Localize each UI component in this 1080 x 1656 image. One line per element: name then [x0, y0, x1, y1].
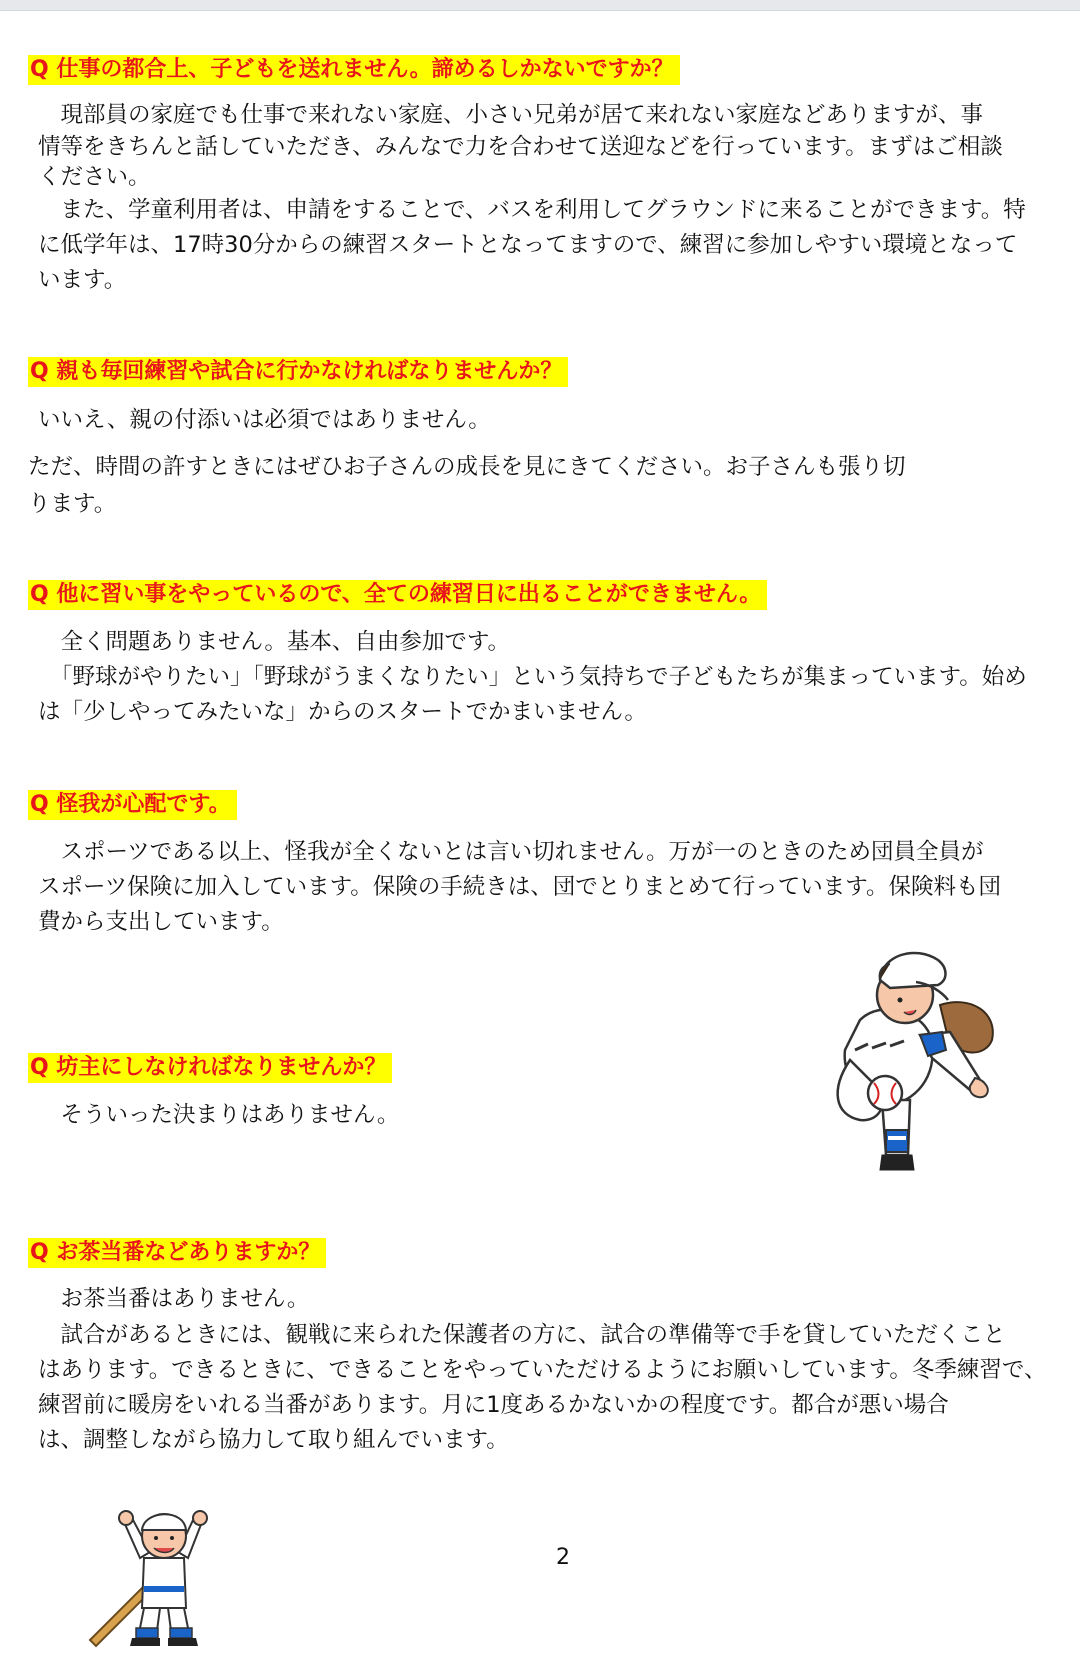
faq-answer-2-line-1: いいえ、親の付添いは必須ではありません。: [38, 407, 491, 433]
faq-answer-3-line-2: 「野球がやりたい」「野球がうまくなりたい」という気持ちで子どもたちが集まっています。始め: [50, 664, 1027, 690]
faq-answer-1-line-3: ください。: [38, 164, 151, 190]
faq-question-3: Q 他に習い事をやっているので、全ての練習日に出ることができません。: [28, 580, 767, 610]
faq-answer-4-line-1: スポーツである以上、怪我が全くないとは言い切れません。万が一のときのため団員全員が: [38, 839, 984, 865]
page-number: 2: [556, 1545, 570, 1570]
faq-question-4: Q 怪我が心配です。: [28, 790, 237, 820]
viewer-top-bar: [0, 0, 1080, 11]
baseball-pitcher-illustration: [820, 940, 1000, 1175]
faq-answer-1-line-4: また、学童利用者は、申請をすることで、バスを利用してグラウンドに来ることができます。特: [38, 197, 1026, 223]
faq-answer-1-line-2: 情等をきちんと話していただき、みんなで力を合わせて送迎などを行っています。まずはご相談: [38, 134, 1003, 160]
faq-question-5: Q 坊主にしなければなりませんか？: [28, 1053, 392, 1083]
faq-question-6: Q お茶当番などありますか？: [28, 1238, 326, 1268]
faq-question-1: Q 仕事の都合上、子どもを送れません。諦めるしかないですか？: [28, 55, 680, 85]
faq-answer-3-line-3: は「少しやってみたいな」からのスタートでかまいません。: [38, 699, 647, 725]
faq-answer-6-line-3: はあります。できるときに、できることをやっていただけるようにお願いしています。冬季練習で、: [38, 1357, 1047, 1383]
faq-answer-1-line-6: います。: [38, 267, 127, 293]
faq-answer-6-line-5: は、調整しながら協力して取り組んでいます。: [38, 1427, 509, 1453]
faq-answer-4-line-3: 費から支出しています。: [38, 909, 284, 935]
faq-answer-1-line-1: 現部員の家庭でも仕事で来れない家庭、小さい兄弟が居て来れない家庭などありますが、事: [38, 102, 984, 128]
faq-answer-2-line-3: ります。: [28, 491, 117, 517]
faq-answer-4-line-2: スポーツ保険に加入しています。保険の手続きは、団でとりまとめて行っています。保険料も団: [38, 874, 1002, 900]
faq-answer-2-line-2: ただ、時間の許すときにはぜひお子さんの成長を見にきてください。お子さんも張り切: [28, 454, 906, 480]
faq-answer-1-line-5: に低学年は、17時30分からの練習スタートとなってますので、練習に参加しやすい環境となって: [38, 232, 1018, 258]
faq-question-2: Q 親も毎回練習や試合に行かなければなりませんか？: [28, 357, 568, 387]
faq-answer-3-line-1: 全く問題ありません。基本、自由参加です。: [38, 629, 511, 655]
faq-answer-6-line-1: お茶当番はありません。: [38, 1286, 310, 1312]
faq-answer-6-line-4: 練習前に暖房をいれる当番があります。月に1度あるかないかの程度です。都合が悪い場合: [38, 1392, 949, 1418]
baseball-batter-illustration: [80, 1500, 230, 1650]
faq-answer-5-line-1: そういった決まりはありません。: [38, 1102, 400, 1128]
faq-answer-6-line-2: 試合があるときには、観戦に来られた保護者の方に、試合の準備等で手を貸していただくこと: [38, 1322, 1006, 1348]
